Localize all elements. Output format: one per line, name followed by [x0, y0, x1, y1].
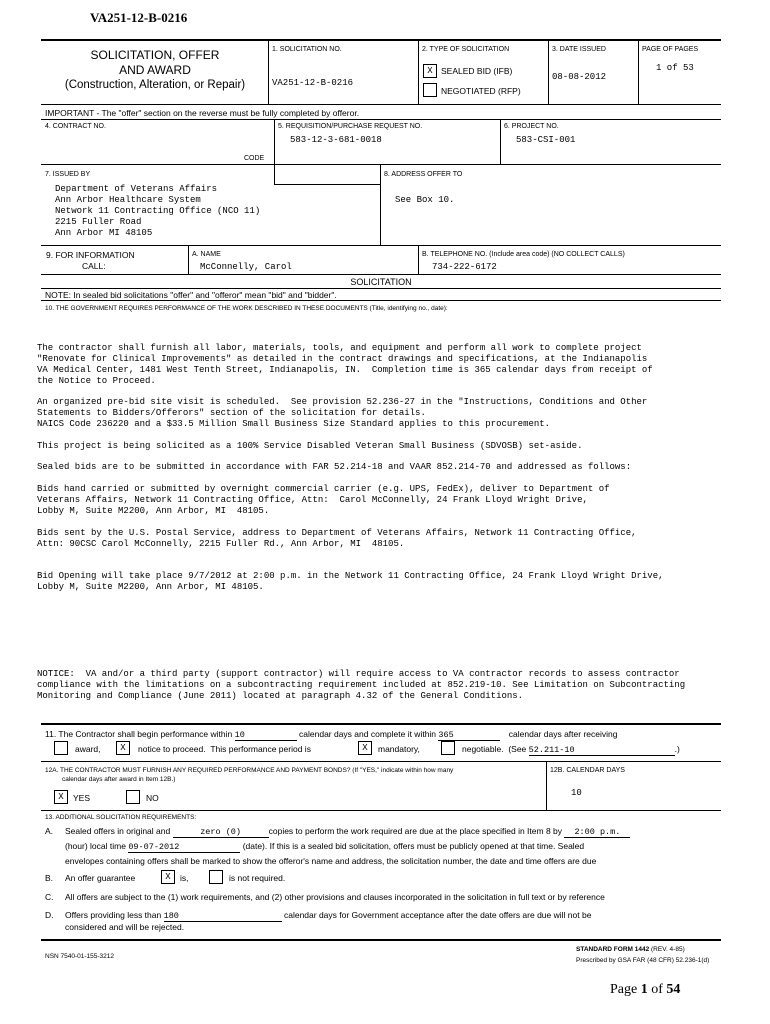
set-aside-paragraph: This project is being solicited as a 100% Service Disabled Veteran Small Business (SDVOSB) set-aside. — [37, 441, 583, 451]
complete-days: 365 — [438, 730, 500, 741]
page-indicator — [610, 982, 680, 998]
divider — [274, 184, 380, 185]
title-line2: AND AWARD — [119, 63, 191, 77]
item-b-letter: B. — [45, 873, 54, 883]
prescribed-by: Prescribed by GSA FAR (48 CFR) 52.236-1(d) — [576, 957, 710, 964]
close-paren: .) — [674, 744, 680, 754]
box11-line1 — [45, 729, 617, 741]
box12b-label: 12B. CALENDAR DAYS — [550, 767, 625, 774]
mandatory-checkbox[interactable]: X — [358, 741, 372, 755]
due-date: 09-07-2012 — [128, 842, 240, 853]
divider — [638, 40, 639, 104]
item-d-line1 — [65, 910, 591, 922]
item-a-letter: A. — [45, 826, 54, 836]
divider — [41, 939, 721, 941]
box1-label: 1. SOLICITATION NO. — [272, 46, 342, 53]
box8-label: 8. ADDRESS OFFER TO — [384, 171, 463, 178]
see-text: (See — [508, 744, 527, 754]
name-label: A. NAME — [192, 251, 221, 258]
item-d-text: calendar days for Government acceptance after the date offers are due will not be — [283, 910, 592, 920]
box12a-label: 12A. THE CONTRACTOR MUST FURNISH ANY REQUIRED PERFORMANCE AND PAYMENT BONDS? (If "YES," indicate within how many — [45, 767, 454, 774]
address-line: Department of Veterans Affairs — [55, 184, 218, 194]
divider — [41, 761, 721, 762]
acceptance-days: 180 — [164, 911, 282, 922]
divider — [380, 165, 381, 245]
divider — [41, 288, 721, 289]
postal-paragraph: Bids sent by the U.S. Postal Service, address to Department of Veterans Affairs, Network 11 Contracting Office, Attn: 90CSC Carol McConnelly, 2215 Fuller Rd., Ann Arbor, MI 48105. — [37, 528, 637, 549]
divider — [274, 165, 275, 185]
item-a-text: (date). If this is a sealed bid solicitation, offers must be publicly opened at that time. Sealed — [242, 841, 585, 851]
form-name: STANDARD FORM 1442 — [576, 946, 650, 953]
item-a-line2 — [65, 841, 584, 853]
box2-label: 2. TYPE OF SOLICITATION — [422, 46, 510, 53]
project-number: 583-CSI-001 — [516, 135, 576, 145]
box9-call: CALL: — [82, 261, 106, 271]
site-visit-paragraph: An organized pre-bid site visit is scheduled. See provision 52.236-27 in the "Instructions, Conditions and Other Statements to Bidders/Offerors" section of the solicitation for details. NAICS Code 236220 and a $33.5 Million Small Business Size Standard applies to this procurement. — [37, 397, 648, 429]
copies-value: zero (0) — [173, 827, 269, 838]
box11-text: 11. The Contractor shall begin performance within — [45, 729, 233, 739]
box7-label: 7. ISSUED BY — [45, 171, 91, 178]
page-word: Page — [610, 982, 638, 997]
ntp-checkbox[interactable]: X — [116, 741, 130, 755]
guarantee-isnot-checkbox[interactable] — [209, 870, 223, 884]
form-revision: (REV. 4-85) — [651, 946, 685, 953]
divider — [418, 40, 419, 104]
work-description: The contractor shall furnish all labor, materials, tools, and equipment and perform all work to complete project "Renovate for Clinical Improvements" as detailed in the contract drawings and specifications, at the Indianapolis VA Medical Center, 1481 West Tenth Street, Indianapolis, IN. Completion time is 365 calendar days from receipt of the Notice to Proceed. — [37, 343, 653, 386]
negotiated-label: NEGOTIATED (RFP) — [441, 86, 521, 96]
top-rule — [41, 39, 721, 41]
ntp-label — [138, 744, 311, 754]
ntp-text: notice to proceed. — [138, 744, 206, 754]
award-checkbox[interactable] — [54, 741, 68, 755]
divider — [546, 762, 547, 810]
box4-label: 4. CONTRACT NO. — [45, 123, 106, 130]
box11-text: calendar days after receiving — [508, 729, 618, 739]
box10-label: 10. THE GOVERNMENT REQUIRES PERFORMANCE OF THE WORK DESCRIBED IN THESE DOCUMENTS (Title, identifying no., date): — [45, 305, 448, 312]
contact-phone: 734-222-6172 — [432, 262, 497, 272]
document-id: VA251-12-B-0216 — [90, 10, 188, 25]
divider — [548, 40, 549, 104]
negotiated-checkbox[interactable] — [423, 83, 437, 97]
item-d-letter: D. — [45, 910, 54, 920]
pages-label: PAGE OF PAGES — [642, 46, 699, 53]
divider — [188, 246, 189, 274]
contact-name: McConnelly, Carol — [200, 262, 292, 272]
form-number — [576, 946, 685, 953]
item-a-text: Sealed offers in original and — [65, 826, 171, 836]
sealed-bid-checkbox[interactable]: X — [423, 64, 437, 78]
date-issued: 08-08-2012 — [552, 72, 607, 82]
sealed-bids-paragraph: Sealed bids are to be submitted in accordance with FAR 52.214-18 and VAAR 852.214-70 and addressed as follows: — [37, 462, 632, 472]
address-offer-to: See Box 10. — [395, 195, 455, 205]
page-count: 1 of 53 — [656, 63, 694, 73]
divider — [41, 164, 721, 165]
address-line: Network 11 Contracting Office (NCO 11) — [55, 206, 261, 216]
requisition-number: 583-12-3-681-0018 — [290, 135, 382, 145]
solicitation-heading: SOLICITATION — [350, 277, 412, 287]
box3-label: 3. DATE ISSUED — [552, 46, 606, 53]
sealed-bid-label: SEALED BID (IFB) — [441, 66, 513, 76]
negotiable-text: negotiable. — [462, 744, 504, 754]
phone-label: B. TELEPHONE NO. (Include area code) (NO COLLECT CALLS) — [422, 251, 625, 258]
calendar-days: 10 — [571, 788, 582, 798]
issued-by-address — [55, 184, 260, 239]
bid-opening-paragraph: Bid Opening will take place 9/7/2012 at 2:00 p.m. in the Network 11 Contracting Office, 24 Frank Lloyd Wright Drive, Lobby M, Suite M2200, Ann Arbor, MI 48105. — [37, 571, 664, 592]
negotiable-label — [462, 744, 680, 756]
divider — [41, 119, 721, 120]
form-title — [42, 48, 268, 93]
period-text: This performance period is — [210, 744, 311, 754]
divider — [41, 723, 721, 725]
hand-carried-paragraph: Bids hand carried or submitted by overnight commercial carrier (e.g. UPS, FedEx), deliver to Department of Veterans Affairs, Network 11 Contracting Office, Attn: Carol McConnelly, 24 Frank Lloyd Wright Drive, Lobby M, Suite M2200, Ann Arbor, MI 48105. — [37, 484, 610, 516]
item-d-line2: considered and will be rejected. — [65, 922, 185, 932]
address-line: Ann Arbor MI 48105 — [55, 228, 153, 238]
page-total: 54 — [666, 982, 681, 997]
address-line: Ann Arbor Healthcare System — [55, 195, 201, 205]
box9-label: 9. FOR INFORMATION — [46, 250, 135, 260]
notice-paragraph: NOTICE: VA and/or a third party (support contractor) will require access to VA contractor records to assess contractor compliance with the limitations on a subcontracting requirement included at 852.219-10. See Limitation on Subcontracting Monitoring and Compliance (June 2011) located at paragraph 4.32 of the General Conditions. — [37, 669, 686, 701]
page-number: 1 — [640, 982, 648, 997]
divider — [268, 40, 269, 104]
negotiable-checkbox[interactable] — [441, 741, 455, 755]
guarantee-isnot-label: is not required. — [229, 873, 286, 883]
item-a-text: (hour) local time — [65, 841, 126, 851]
divider — [41, 245, 721, 246]
address-line: 2215 Fuller Road — [55, 217, 142, 227]
divider — [418, 246, 419, 274]
item-a-text: copies to perform the work required are due at the place specified in Item 8 by — [268, 826, 563, 836]
bonds-no-checkbox[interactable] — [126, 790, 140, 804]
divider — [500, 120, 501, 164]
start-days: 10 — [235, 730, 297, 741]
divider — [41, 104, 721, 105]
solicitation-number: VA251-12-B-0216 — [272, 78, 354, 88]
mandatory-label: mandatory, — [378, 744, 420, 754]
divider — [274, 120, 275, 164]
bonds-yes-checkbox[interactable]: X — [54, 790, 68, 804]
bonds-no-label: NO — [146, 793, 159, 803]
title-line1: SOLICITATION, OFFER — [90, 48, 220, 62]
guarantee-is-label: is, — [180, 873, 189, 883]
divider — [41, 300, 721, 301]
of-word: of — [651, 982, 663, 997]
nsn-number: NSN 7540-01-155-3212 — [45, 953, 115, 960]
item-a-line3: envelopes containing offers shall be marked to show the offeror's name and address, the solicitation number, the date and time offers are due — [65, 856, 597, 866]
item-a-line1 — [65, 826, 630, 838]
bonds-yes-label: YES — [73, 793, 91, 803]
due-time: 2:00 p.m. — [564, 827, 630, 838]
box6-label: 6. PROJECT NO. — [504, 123, 559, 130]
award-label: award, — [75, 744, 101, 754]
item-d-text: Offers providing less than — [65, 910, 162, 920]
code-label: CODE — [244, 155, 265, 162]
divider — [41, 274, 721, 275]
sealed-bid-note: NOTE: In sealed bid solicitations "offer" and "offeror" mean "bid" and "bidder". — [45, 290, 337, 300]
box11-text: calendar days and complete it within — [299, 729, 437, 739]
box13-label: 13. ADDITIONAL SOLICITATION REQUIREMENTS: — [45, 814, 197, 821]
guarantee-is-checkbox[interactable]: X — [161, 870, 175, 884]
box5-label: 5. REQUISITION/PURCHASE REQUEST NO. — [278, 123, 423, 130]
item-c-text: All offers are subject to the (1) work requirements, and (2) other provisions and clauses incorporated in the solicitation in full text or by reference — [65, 892, 605, 902]
divider — [41, 810, 721, 811]
important-note: IMPORTANT - The "offer" section on the reverse must be fully completed by offeror. — [45, 108, 360, 118]
see-reference: 52.211-10 — [529, 745, 675, 756]
box12a-label2: calendar days after award in Item 12B.) — [62, 776, 176, 783]
item-c-letter: C. — [45, 892, 54, 902]
item-b-text: An offer guarantee — [65, 873, 136, 883]
title-line3: (Construction, Alteration, or Repair) — [64, 79, 246, 91]
